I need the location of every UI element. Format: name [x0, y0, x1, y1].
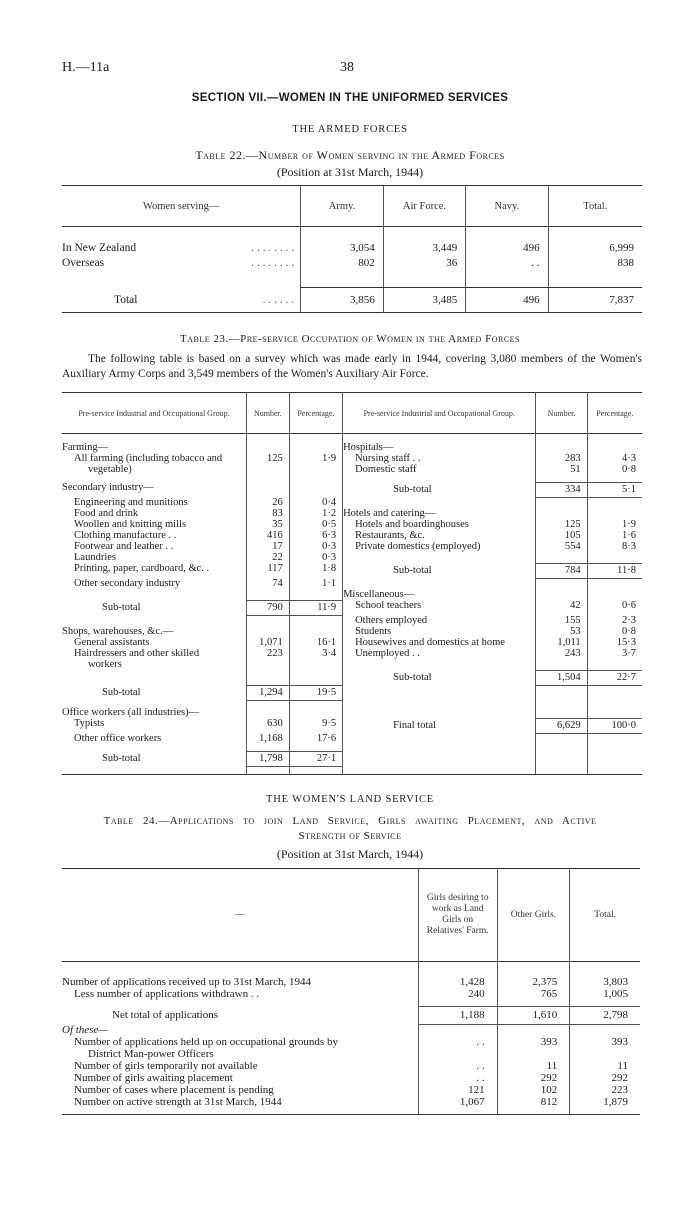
- table-row: [62, 508, 642, 519]
- table-24-title-line2: Strength of Service: [298, 830, 402, 842]
- t22-row-label: Overseas: [62, 257, 105, 269]
- t23-cell: [536, 442, 587, 453]
- t23-cell: 3·4: [289, 648, 342, 659]
- t23-group-label: [343, 497, 536, 508]
- table-23-title: Table 23.—Pre-service Occupation of Women in the Armed Forces: [180, 333, 520, 345]
- t24-cell: [570, 1024, 640, 1036]
- table-row: [62, 453, 642, 464]
- t23-cell: 1·8: [289, 563, 342, 578]
- t23-group-label: Others employed: [343, 615, 536, 626]
- t23-cell: [246, 700, 289, 707]
- t23-cell: 100·0: [587, 718, 642, 733]
- t22-cell: 3,485: [383, 288, 465, 313]
- table-row: [62, 1024, 640, 1036]
- table-row: [62, 1048, 640, 1060]
- t23-cell: 4·3: [622, 453, 636, 464]
- t23-cell: [536, 659, 587, 670]
- t23-cell: 17·6: [289, 733, 342, 744]
- table-row: [62, 1060, 640, 1072]
- t23-group-label: All farming (including tobacco and: [62, 453, 246, 464]
- t22-row-label: In New Zealand: [62, 242, 137, 254]
- t23-cell: 53: [536, 626, 587, 637]
- t23-cell: [246, 615, 289, 626]
- t23-group-label: [62, 589, 246, 600]
- t23-cell: [536, 700, 587, 707]
- table-row: [62, 589, 642, 600]
- t23-header-group: Pre-service Industrial and Occupational Group.: [343, 393, 536, 434]
- t24-cell: 292: [611, 1072, 628, 1084]
- t23-cell: [536, 707, 587, 718]
- t23-cell: 16·1: [289, 637, 342, 648]
- t24-cell: 1,879: [603, 1096, 628, 1108]
- t24-header-total: Total.: [594, 909, 617, 920]
- t24-row-label: Number of cases where placement is pending: [62, 1084, 418, 1096]
- t24-header-relatives: Girls desiring to work as Land Girls on Relatives' Farm.: [418, 869, 497, 962]
- t23-cell: 1·1: [289, 578, 342, 589]
- t22-total-label: Total: [114, 293, 138, 306]
- t23-cell: 5·1: [587, 482, 642, 497]
- t24-cell: 11: [497, 1060, 570, 1072]
- t23-group-label: Sub-total: [343, 670, 536, 685]
- t24-cell: 2,798: [570, 1006, 640, 1024]
- t23-cell: [587, 659, 642, 670]
- t23-cell: 74: [246, 578, 289, 589]
- t24-cell: 1,428: [418, 976, 497, 988]
- t23-group-label: Farming—: [62, 442, 246, 453]
- t23-cell: [587, 508, 642, 519]
- t23-group-label: Secondary industry—: [62, 482, 246, 497]
- t23-header-number: Number.: [536, 393, 587, 434]
- t23-cell: 19·5: [289, 685, 342, 700]
- table-row: [62, 475, 642, 482]
- t23-cell: 1,168: [246, 733, 289, 744]
- t23-cell: 223: [246, 648, 289, 659]
- t22-cell: 7,837: [609, 293, 634, 306]
- t23-group-label: [343, 751, 536, 766]
- table-row: [62, 1072, 640, 1084]
- t23-group-label: Final total: [343, 718, 536, 733]
- t24-cell: 812: [497, 1096, 570, 1108]
- t24-cell: 11: [617, 1060, 628, 1072]
- table-row: [62, 744, 642, 751]
- t23-group-label: Sub-total: [343, 482, 536, 497]
- t23-group-label: Laundries: [62, 552, 246, 563]
- table-row: [62, 519, 642, 530]
- t23-group-label: vegetable): [62, 464, 246, 475]
- t22-cell: 3,054: [301, 242, 383, 257]
- t24-cell: 1,610: [497, 1006, 570, 1024]
- t23-group-label: [343, 475, 536, 482]
- t23-group-label: [62, 700, 246, 707]
- t24-cell: [497, 1048, 570, 1060]
- t23-cell: 22: [246, 552, 289, 563]
- t23-cell: [289, 589, 342, 600]
- t23-group-label: Sub-total: [62, 685, 246, 700]
- t23-cell: [536, 589, 587, 600]
- t23-cell: 416: [246, 530, 289, 541]
- t23-header-number: Number.: [246, 393, 289, 434]
- table-22: [62, 185, 642, 313]
- t23-cell: [246, 626, 289, 637]
- t23-cell: [536, 685, 587, 700]
- t23-cell: 334: [536, 482, 587, 497]
- t23-group-label: Housewives and domestics at home: [343, 637, 536, 648]
- t23-cell: [289, 700, 342, 707]
- t23-cell: 17: [246, 541, 289, 552]
- t24-cell: 102: [497, 1084, 570, 1096]
- t23-cell: [536, 475, 587, 482]
- table-24-title-line1: Table 24.—Applications to join Land Service, Girls awaiting Placement, and Active: [103, 815, 597, 827]
- t23-cell: [246, 442, 289, 453]
- table-row: [62, 482, 642, 497]
- t24-cell: . .: [418, 1060, 497, 1072]
- table-row: [62, 718, 642, 733]
- t23-header-percentage: Percentage.: [289, 393, 342, 434]
- t23-cell: [289, 475, 342, 482]
- t24-row-label: Number of girls awaiting placement: [62, 1072, 418, 1084]
- t24-header-blank: —: [62, 869, 418, 962]
- t23-cell: 3·7: [622, 648, 636, 659]
- t24-cell: 393: [611, 1036, 628, 1048]
- t23-cell: 1,798: [246, 751, 289, 766]
- t23-cell: [536, 508, 587, 519]
- t23-group-label: Hotels and boardinghouses: [343, 519, 536, 530]
- t22-header-army: Army.: [301, 186, 383, 227]
- t23-group-label: Hairdressers and other skilled: [62, 648, 246, 659]
- t23-cell: [587, 733, 642, 744]
- t23-cell: 0·8: [622, 464, 636, 475]
- t23-group-label: Hotels and catering—: [343, 508, 536, 519]
- t23-group-label: workers: [62, 659, 246, 670]
- table-row: [62, 242, 642, 257]
- t23-group-label: Miscellaneous—: [343, 589, 536, 600]
- t24-row-label: District Man-power Officers: [62, 1048, 418, 1060]
- t24-row-label: Number of applications held up on occupational grounds by: [62, 1036, 418, 1048]
- t23-group-label: Students: [343, 626, 536, 637]
- t23-cell: [246, 659, 289, 670]
- t23-group-label: Nursing staff . .: [343, 453, 536, 464]
- t23-cell: [289, 626, 342, 637]
- t22-cell: 3,449: [383, 242, 465, 257]
- t23-cell: [289, 482, 342, 497]
- table-24: [62, 868, 640, 1115]
- t23-cell: [587, 751, 642, 766]
- t24-row-label: Of these—: [62, 1024, 418, 1036]
- table-row: [62, 578, 642, 589]
- t23-group-label: Footwear and leather . .: [62, 541, 246, 552]
- t24-cell: 1,005: [603, 988, 628, 1000]
- t23-cell: [536, 497, 587, 508]
- t23-cell: [587, 589, 642, 600]
- t23-cell: 125: [536, 519, 587, 530]
- t23-group-label: School teachers: [343, 600, 536, 615]
- table-row: [62, 659, 642, 670]
- t23-cell: 27·1: [289, 751, 342, 766]
- t23-cell: [289, 744, 342, 751]
- t24-cell: 121: [418, 1084, 497, 1096]
- t23-cell: 0·4: [289, 497, 342, 508]
- t23-cell: [536, 552, 587, 563]
- t23-cell: [246, 670, 289, 685]
- t23-group-label: [343, 685, 536, 700]
- table-row: [62, 600, 642, 615]
- t24-header-other: Other Girls.: [497, 869, 570, 962]
- t24-cell: [497, 1024, 570, 1036]
- t23-cell: 1·9: [622, 519, 636, 530]
- t23-cell: 6·3: [289, 530, 342, 541]
- t22-cell: 802: [301, 257, 383, 272]
- t23-group-label: Sub-total: [62, 600, 246, 615]
- t23-cell: 11·9: [289, 600, 342, 615]
- t23-cell: 6,629: [536, 718, 587, 733]
- t23-cell: 117: [246, 563, 289, 578]
- t23-cell: [246, 464, 289, 475]
- t23-cell: 42: [536, 600, 587, 615]
- t23-group-label: Engineering and munitions: [62, 497, 246, 508]
- table-row: [62, 442, 642, 453]
- page-number: 38: [340, 60, 354, 75]
- t23-cell: [246, 707, 289, 718]
- t23-group-label: Other secondary industry: [62, 578, 246, 589]
- land-service-heading: THE WOMEN'S LAND SERVICE: [266, 794, 434, 805]
- t23-group-label: [343, 707, 536, 718]
- t23-group-label: Food and drink: [62, 508, 246, 519]
- t23-cell: 630: [246, 718, 289, 733]
- t23-group-label: [343, 552, 536, 563]
- table-row: [62, 1096, 640, 1108]
- t23-cell: [536, 733, 587, 744]
- table-row: [62, 733, 642, 744]
- table-row: [62, 648, 642, 659]
- t24-cell: 292: [497, 1072, 570, 1084]
- table-row: [62, 1084, 640, 1096]
- t23-cell: 243: [536, 648, 587, 659]
- t24-cell: 393: [497, 1036, 570, 1048]
- t24-cell: . .: [418, 1072, 497, 1084]
- t23-cell: [587, 744, 642, 751]
- table-row: [62, 257, 642, 272]
- t24-row-label: Number of girls temporarily not available: [62, 1060, 418, 1072]
- t23-cell: [536, 578, 587, 589]
- t23-group-label: [343, 659, 536, 670]
- t23-cell: 1·9: [289, 453, 342, 464]
- t23-cell: 1·6: [622, 530, 636, 541]
- t23-cell: [246, 744, 289, 751]
- t24-cell: 240: [418, 988, 497, 1000]
- table-row: [62, 541, 642, 552]
- t24-cell: 765: [497, 988, 570, 1000]
- t23-group-label: Sub-total: [62, 751, 246, 766]
- t23-cell: [587, 578, 642, 589]
- t23-cell: [587, 497, 642, 508]
- document-reference: H.—11a: [62, 60, 110, 75]
- t23-group-label: Office workers (all industries)—: [62, 707, 246, 718]
- t23-group-label: Typists: [62, 718, 246, 733]
- leader-dots: . . . . . .: [262, 293, 295, 306]
- t24-row-label: Number of applications received up to 31st March, 1944: [62, 976, 418, 988]
- t23-cell: [536, 744, 587, 751]
- t23-cell: 155: [536, 615, 587, 626]
- table-total-row: [62, 288, 642, 313]
- t23-cell: 0·5: [289, 519, 342, 530]
- t23-cell: 26: [246, 497, 289, 508]
- t23-header-group: Pre-service Industrial and Occupational Group.: [62, 393, 246, 434]
- t22-cell: . .: [466, 257, 548, 272]
- t23-group-label: General assistants: [62, 637, 246, 648]
- t23-cell: 2·3: [622, 615, 636, 626]
- t24-cell: [418, 1024, 497, 1036]
- t23-group-label: Sub-total: [343, 563, 536, 578]
- t22-cell: 6,999: [609, 242, 634, 254]
- t23-cell: [246, 589, 289, 600]
- t24-cell: [418, 1048, 497, 1060]
- table-row: [62, 464, 642, 475]
- t23-cell: [587, 700, 642, 707]
- t23-cell: [587, 475, 642, 482]
- t23-group-label: Hospitals—: [343, 442, 536, 453]
- t23-cell: 0·6: [622, 600, 636, 611]
- t22-header-total: Total.: [583, 200, 608, 212]
- table-24-subtitle: (Position at 31st March, 1944): [276, 847, 424, 861]
- t23-cell: [587, 442, 642, 453]
- table-row: [62, 626, 642, 637]
- t23-cell: 11·8: [587, 563, 642, 578]
- table-row: [62, 976, 640, 988]
- t23-group-label: Unemployed . .: [343, 648, 536, 659]
- table-22-title: Table 22.—Number of Women serving in the Armed Forces: [195, 148, 505, 162]
- t23-group-label: [62, 615, 246, 626]
- table-row: [62, 700, 642, 707]
- t22-cell: 496: [466, 288, 548, 313]
- t23-group-label: [62, 475, 246, 482]
- t22-header-air: Air Force.: [383, 186, 465, 227]
- table-23: [62, 392, 642, 775]
- t23-group-label: [343, 700, 536, 707]
- t23-cell: [289, 442, 342, 453]
- table-row: [62, 615, 642, 626]
- t23-group-label: [62, 744, 246, 751]
- t23-cell: 125: [246, 453, 289, 464]
- table-row: [62, 530, 642, 541]
- table-row: [62, 1006, 640, 1024]
- t22-cell: 3,856: [301, 288, 383, 313]
- leader-dots: . . . . . . . .: [251, 257, 295, 269]
- t22-cell: 36: [383, 257, 465, 272]
- t22-cell: 838: [617, 257, 634, 269]
- table-row: [62, 637, 642, 648]
- t23-cell: 22·7: [587, 670, 642, 685]
- t23-group-label: Domestic staff: [343, 464, 536, 475]
- t24-row-label: Number on active strength at 31st March, 1944: [62, 1096, 418, 1108]
- t23-cell: 15·3: [616, 637, 636, 648]
- table-row: [62, 751, 642, 766]
- t24-cell: [570, 1048, 640, 1060]
- t23-cell: 0·3: [289, 541, 342, 552]
- t23-cell: 1·2: [289, 508, 342, 519]
- t23-cell: [289, 659, 342, 670]
- t23-cell: [587, 552, 642, 563]
- t23-group-label: Private domestics (employed): [343, 541, 536, 552]
- t23-cell: 1,504: [536, 670, 587, 685]
- t23-cell: 0·3: [289, 552, 342, 563]
- t24-cell: . .: [418, 1036, 497, 1048]
- t23-cell: 784: [536, 563, 587, 578]
- table-row: [62, 1036, 640, 1048]
- t23-cell: 51: [536, 464, 587, 475]
- t23-group-label: Shops, warehouses, &c.—: [62, 626, 246, 637]
- t23-group-label: Restaurants, &c.: [343, 530, 536, 541]
- table-row: [62, 497, 642, 508]
- table-row: [62, 988, 640, 1000]
- t23-group-label: Printing, paper, cardboard, &c. .: [62, 563, 246, 578]
- t23-cell: [536, 751, 587, 766]
- t23-cell: 9·5: [289, 718, 342, 733]
- t23-cell: 1,011: [536, 637, 587, 648]
- t23-group-label: Clothing manufacture . .: [62, 530, 246, 541]
- t23-group-label: [343, 744, 536, 751]
- t24-cell: 2,375: [497, 976, 570, 988]
- t24-row-label: Net total of applications: [62, 1006, 418, 1024]
- table-row: [62, 552, 642, 563]
- t23-cell: [289, 707, 342, 718]
- t23-cell: [289, 464, 342, 475]
- armed-forces-heading: THE ARMED FORCES: [292, 124, 408, 135]
- t23-cell: 0·8: [622, 626, 636, 637]
- table-row: [62, 707, 642, 718]
- t24-cell: 1,188: [418, 1006, 497, 1024]
- t24-cell: 3,803: [603, 976, 628, 988]
- t23-cell: [246, 482, 289, 497]
- t24-cell: 223: [611, 1084, 628, 1096]
- t24-row-label: Less number of applications withdrawn . .: [62, 988, 418, 1000]
- t23-group-label: [62, 670, 246, 685]
- t23-cell: 283: [536, 453, 587, 464]
- t23-cell: 105: [536, 530, 587, 541]
- t23-cell: [289, 615, 342, 626]
- t23-group-label: Other office workers: [62, 733, 246, 744]
- table-23-intro: The following table is based on a survey which was made early in 1944, covering 3,080 members of the Women's Auxiliary Army Corps and 3,549 members of the Women's Auxiliary Air Force.: [62, 353, 642, 380]
- t24-cell: 1,067: [418, 1096, 497, 1108]
- t23-group-label: [343, 733, 536, 744]
- t22-cell: 496: [466, 242, 548, 257]
- t22-header-women: Women serving—: [62, 186, 301, 227]
- t23-cell: 790: [246, 600, 289, 615]
- t22-header-navy: Navy.: [466, 186, 548, 227]
- t23-cell: [587, 707, 642, 718]
- section-title: SECTION VII.—WOMEN IN THE UNIFORMED SERVICES: [191, 92, 509, 104]
- t23-cell: 1,294: [246, 685, 289, 700]
- t23-cell: [587, 685, 642, 700]
- table-row: [62, 563, 642, 578]
- t23-group-label: [343, 578, 536, 589]
- table-row: [62, 670, 642, 685]
- t23-cell: 83: [246, 508, 289, 519]
- t23-cell: 35: [246, 519, 289, 530]
- t23-cell: 554: [536, 541, 587, 552]
- t23-cell: 1,071: [246, 637, 289, 648]
- table-row: [62, 685, 642, 700]
- t23-cell: 8·3: [622, 541, 636, 552]
- t23-header-percentage: Percentage.: [596, 408, 634, 418]
- leader-dots: . . . . . . . .: [251, 242, 295, 254]
- table-22-subtitle: (Position at 31st March, 1944): [276, 165, 424, 179]
- t23-group-label: Woollen and knitting mills: [62, 519, 246, 530]
- t23-cell: [246, 475, 289, 482]
- t23-cell: [289, 670, 342, 685]
